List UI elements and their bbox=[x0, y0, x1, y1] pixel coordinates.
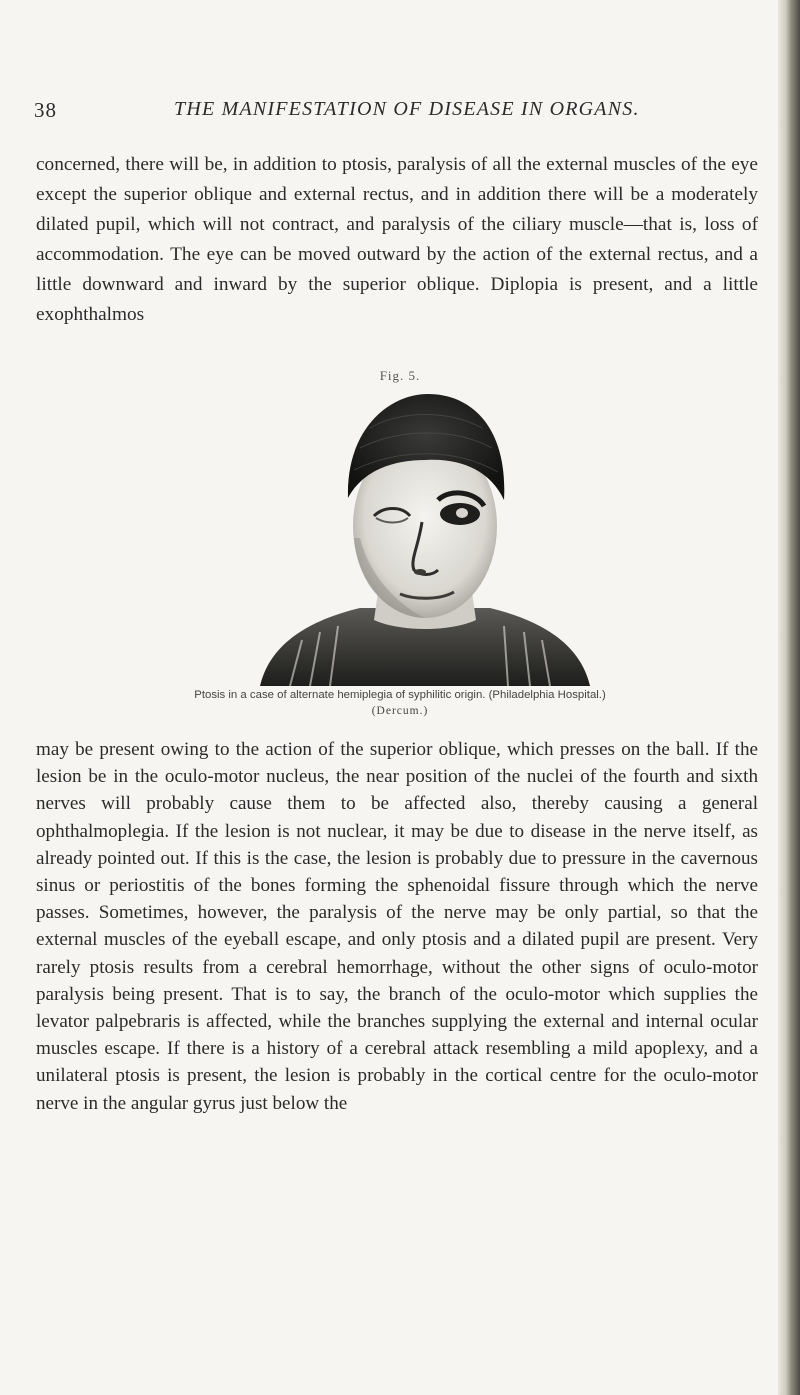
figure-label: Fig. 5. bbox=[379, 368, 421, 383]
figure-portrait-illustration bbox=[250, 388, 600, 686]
page-number: 38 bbox=[34, 98, 57, 122]
body-paragraph-top: concerned, there will be, in addition to ptosis, paralysis of all the external muscles of the eye except the superior oblique and external rectus, and in addition there will be a moderately dilated pupil, which will not contract, and paralysis of the ciliary muscle—that is, loss of accommodation. The eye can be moved outward by the action of the external rectus, and a little downward and inward by the superior oblique. Diplopia is present, and a little exophthalmos bbox=[36, 154, 758, 325]
figure-caption bbox=[0, 687, 800, 719]
running-title: THE MANIFESTATION OF DISEASE IN ORGANS. bbox=[174, 98, 640, 120]
figure-caption-text: Ptosis in a case of alternate hemiplegia of syphilitic origin. (Philadelphia Hospital.) bbox=[194, 689, 606, 701]
body-paragraph-bottom: may be present owing to the action of the superior oblique, which presses on the ball. If the lesion be in the oculo-motor nucleus, the near position of the nuclei of the fourth and sixth nerves will probably cause them to be affected also, thereby causing a general ophthalmoplegia. If the lesion is not nuclear, it may be due to disease in the nerve itself, as already pointed out. If this is the case, the lesion is probably due to pressure in the cavernous sinus or periostitis of the bones forming the sphenoidal fissure through which the nerve passes. Sometimes, however, the paralysis of the nerve may be only partial, so that the external muscles of the eyeball escape, and only ptosis and a dilated pupil are present. Very rarely ptosis results from a cerebral hemorrhage, without the other signs of oculo-motor paralysis being present. That is to say, the branch of the oculo-motor which supplies the levator palpebraris is affected, while the branches supplying the external and internal ocular muscles escape. If there is a history of a cerebral attack resembling a mild apoplexy, and a unilateral ptosis is present, the lesion is probably in the cortical centre for the oculo-motor nerve in the angular gyrus just below the bbox=[36, 739, 758, 1114]
figure-credit: (Dercum.) bbox=[371, 705, 429, 717]
running-head bbox=[34, 98, 694, 128]
